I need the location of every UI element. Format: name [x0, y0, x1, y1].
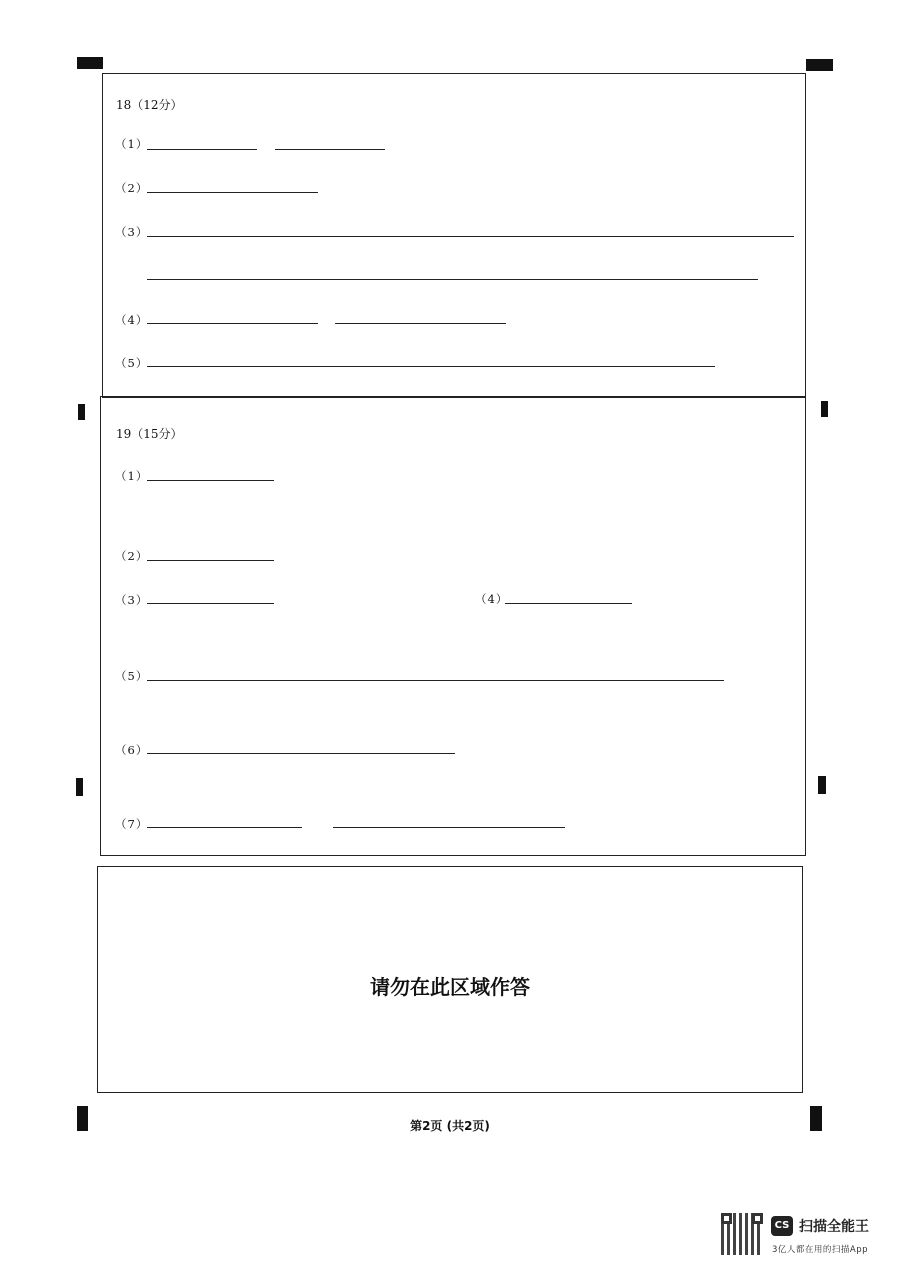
no-answer-zone [97, 866, 803, 1093]
q18-part-4-label: （4） [115, 313, 149, 327]
alignment-marker-top-left [77, 57, 103, 69]
q18-part-1-answer-blank-a[interactable] [147, 149, 257, 150]
scanner-app-name: 扫描全能王 [799, 1219, 869, 1235]
question-19-section [100, 396, 806, 856]
alignment-marker-low-right [818, 776, 826, 794]
q19-part-7-answer-blank-a[interactable] [147, 827, 302, 828]
q19-part-3-answer-blank[interactable] [147, 603, 274, 604]
q19-part-4-label: （4） [475, 592, 509, 606]
alignment-marker-mid-right [821, 401, 828, 417]
alignment-marker-mid-left [78, 404, 85, 420]
page-number: 第2页 (共2页) [410, 1119, 490, 1133]
alignment-marker-low-left [76, 778, 83, 796]
q18-part-2-label: （2） [115, 181, 149, 195]
q19-part-6-label: （6） [115, 743, 149, 757]
q18-part-1-label: （1） [115, 137, 149, 151]
question-18-heading: 18（12分） [116, 98, 183, 112]
q18-part-3-answer-blank-a[interactable] [147, 236, 794, 237]
q18-part-4-answer-blank-a[interactable] [147, 323, 318, 324]
q19-part-2-label: （2） [115, 549, 149, 563]
scanner-logo-badge: CS [771, 1216, 793, 1236]
q18-part-5-answer-blank[interactable] [147, 366, 715, 367]
alignment-marker-top-right [806, 59, 833, 71]
q19-part-7-answer-blank-b[interactable] [333, 827, 565, 828]
no-answer-notice: 请勿在此区域作答 [370, 975, 530, 999]
q19-part-5-label: （5） [115, 669, 149, 683]
q19-part-1-label: （1） [115, 469, 149, 483]
q18-part-2-answer-blank[interactable] [147, 192, 318, 193]
q18-part-5-label: （5） [115, 356, 149, 370]
q19-part-3-label: （3） [115, 593, 149, 607]
q19-part-6-answer-blank[interactable] [147, 753, 455, 754]
q18-part-1-answer-blank-b[interactable] [275, 149, 385, 150]
q19-part-5-answer-blank[interactable] [147, 680, 724, 681]
q18-part-4-answer-blank-b[interactable] [335, 323, 506, 324]
q19-part-4-answer-blank[interactable] [505, 603, 632, 604]
question-18-section [102, 73, 806, 398]
q19-part-1-answer-blank[interactable] [147, 480, 274, 481]
qr-code-image [721, 1213, 763, 1255]
q18-part-3-answer-blank-b[interactable] [147, 279, 758, 280]
q19-part-2-answer-blank[interactable] [147, 560, 274, 561]
scanner-app-tagline: 3亿人都在用的扫描App [772, 1245, 869, 1255]
q18-part-3-label: （3） [115, 225, 149, 239]
q19-part-7-label: （7） [115, 817, 149, 831]
question-19-heading: 19（15分） [116, 427, 183, 441]
